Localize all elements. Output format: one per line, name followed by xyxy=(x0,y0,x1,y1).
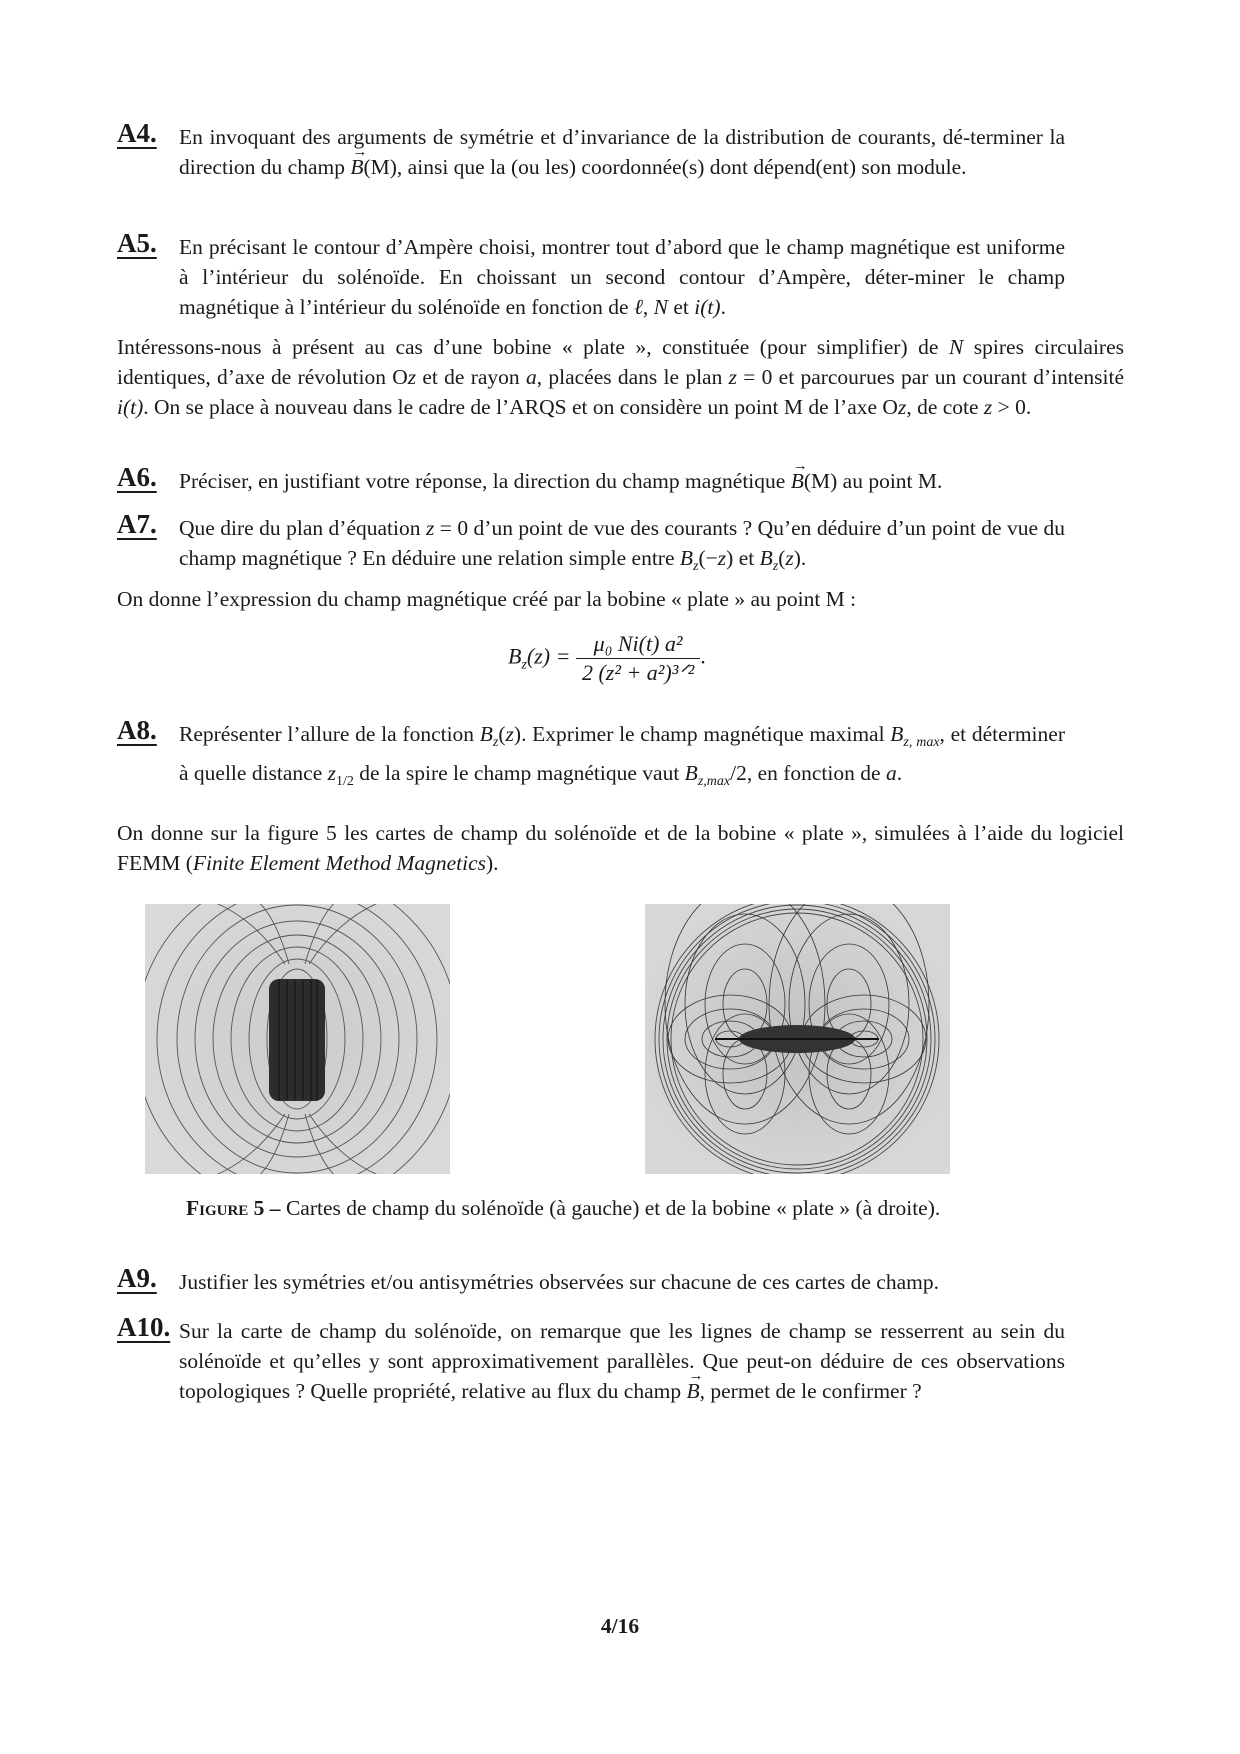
question-label: A6. xyxy=(117,462,157,492)
vector-b: → B xyxy=(791,466,804,496)
question-label: A5. xyxy=(117,228,157,258)
page-number: 4/16 xyxy=(600,1614,640,1638)
question-label: A8. xyxy=(117,715,157,745)
paragraph-flat-coil: Intéressons-nous à présent au cas d’une bobine « plate », constituée (pour simplifier) de N spires circulaires identiques, d’axe de révolution Oz et de rayon a, placées dans le plan z = 0 et parcourues par un courant d’intensité i(t). On se place à nouveau dans le cadre de l’ARQS et on considère un point M de l’axe Oz, de cote z > 0. xyxy=(117,335,1125,419)
paragraph-figure-intro: On donne sur la figure 5 les cartes de champ du solénoïde et de la bobine « plate », simulées à l’aide du logiciel FEMM (Finite Element Method Magnetics). xyxy=(117,821,1124,875)
question-a5: A5. En précisant le contour d’Ampère choisi, montrer tout d’abord que le champ magnétique est uniforme à l’intérieur du solénoïde. En choissant un second contour d’Ampère, déter-miner le champ magnétique à l’intérieur du solénoïde en fonction de ℓ, N et i(t). xyxy=(117,228,1065,319)
question-label: A9. xyxy=(117,1263,157,1293)
question-a10: A10. Sur la carte de champ du solénoïde, on remarque que les lignes de champ se resserrent au sein du solénoïde et qu’elles y sont approximativement parallèles. Que peut-on déduire de ces observations topologiques ? Quelle propriété, relative au flux du champ → B, permet de le confirmer ? xyxy=(117,1316,1065,1406)
flat-coil-field-map xyxy=(645,904,950,1174)
question-a4: A4. En invoquant des arguments de symétrie et d’invariance de la distribution de courants, dé-terminer la direction du champ → B(M), ainsi que la (ou les) coordonnée(s) dont dépend(ent) son module. xyxy=(117,122,1065,182)
question-label: A7. xyxy=(117,509,157,539)
vector-b: → B xyxy=(350,152,363,182)
vector-b: → B xyxy=(686,1376,699,1406)
solenoid-field-map xyxy=(145,904,450,1174)
question-label: A10. xyxy=(117,1312,171,1342)
figure-caption: Figure 5 – Cartes de champ du solénoïde (à gauche) et de la bobine « plate » (à droite). xyxy=(186,1196,941,1220)
equation-bz: $B_z(z)$ = $\frac{\text{μ₀ Ni(t) a²}}{\text{2 (z² + a²)³ᐟ²}}$ . xyxy=(508,631,706,685)
equation-fraction: $\frac{\text{μ₀ Ni(t) a²}}{\text{2 (z² + a²)³ᐟ²}}$ xyxy=(576,630,700,687)
question-label: A4. xyxy=(117,118,157,148)
question-a7: A7. Que dire du plan d’équation z = 0 d’un point de vue des courants ? Qu’en déduire d’un point de vue du champ magnétique ? En déduire une relation simple entre $B_z(-z)$ et $B_z(z)$. xyxy=(117,509,1066,574)
question-a8: A8. Représenter l’allure de la fonction $B_z(z)$. Exprimer le champ magnétique maximal $B_{z, max}$, et déterminer à quelle distance $z_{1/2}$ de la spire le champ magnétique vaut $B_{z,max}/2$, en fonction de a. xyxy=(117,715,1065,789)
paragraph-expression: On donne l’expression du champ magnétique créé par la bobine « plate » au point M : xyxy=(117,587,857,611)
question-a6: A6. Préciser, en justifiant votre réponse, la direction du champ magnétique → B(M) au point M. xyxy=(117,466,1065,496)
question-a9: A9. Justifier les symétries et/ou antisymétries observées sur chacune de ces cartes de champ. xyxy=(117,1263,939,1294)
